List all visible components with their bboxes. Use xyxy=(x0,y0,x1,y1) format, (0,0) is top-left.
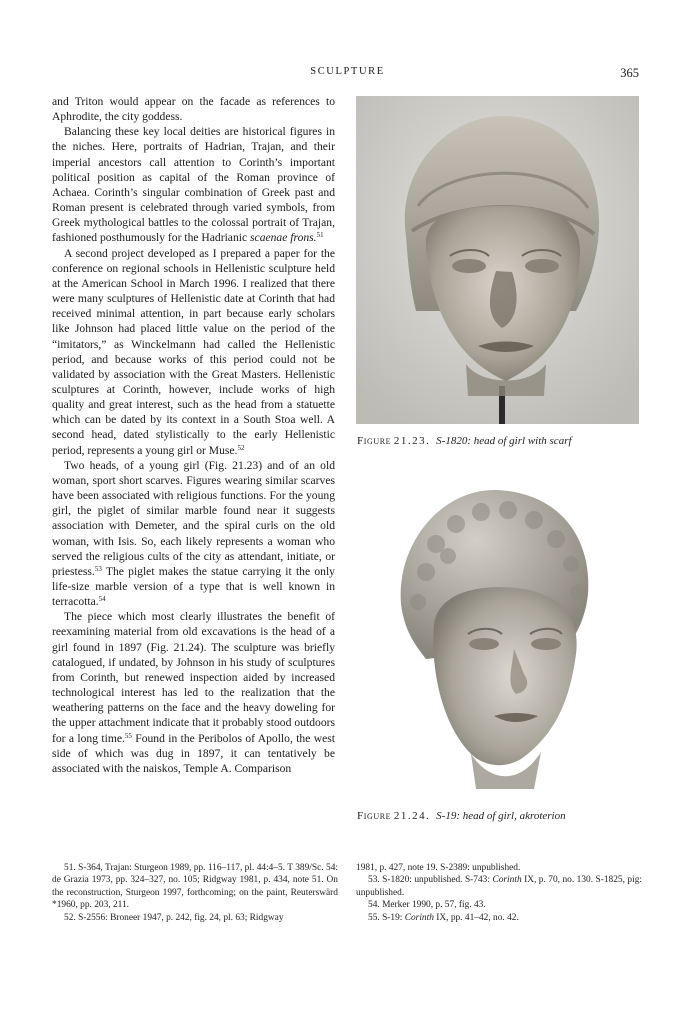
footnote: 52. S-2556: Broneer 1947, p. 242, fig. 24, pl. 63; Ridgway xyxy=(64,912,284,923)
figure-number: 21.24. xyxy=(393,810,431,822)
running-title: SCULPTURE xyxy=(310,66,385,77)
page-number: 365 xyxy=(620,66,639,80)
footnotes-left xyxy=(52,862,338,924)
footnote: 54. Merker 1990, p. 57, fig. 43. xyxy=(368,900,486,911)
footnotes-right xyxy=(356,862,642,924)
footnote: 51. S-364, Trajan: Sturgeon 1989, pp. 116–117, pl. 44:4–5. T 389/Sc. 54: de Grazia 1973, pp. 324–327, no. 105; Ridgway 1981, p. 434, note 51. On the reconstruction, Sturgeon 1997, forthcoming; on the paint, Reuterswärd *1960, pp. 203, 211. xyxy=(52,863,338,911)
footnote-ref[interactable]: 54 xyxy=(98,595,106,604)
figure-caption-text: S-1820: head of girl with scarf xyxy=(436,435,572,447)
footnote-ref[interactable]: 53 xyxy=(94,564,102,573)
figure-photo-head-with-scarf xyxy=(356,96,639,424)
footnote: 55. S-19: Corinth IX, pp. 41–42, no. 42. xyxy=(368,912,519,923)
footnote: 53. S-1820: unpublished. S-743: Corinth IX, p. 70, no. 130. S-1825, pig: unpublished. xyxy=(356,875,643,898)
paragraph: Two heads, of a young girl (Fig. 21.23) and of an old woman, sport short scarves. Figures wearing similar scarves have been associated with religious functions. For the young girl, the piglet of similar marble found near it suggests association with Demeter, and the spiral curls on the old woman, with Isis. So, each likely represents a woman who served the religious cults of the city as attendant, initiate, or priestess.$^{53}$ The piglet makes the statue carrying it the only life-size marble version of a type that is well known in terracotta.$^{54}$ xyxy=(52,458,335,609)
figure-caption xyxy=(357,810,566,822)
figure-number: 21.23. xyxy=(393,435,431,447)
figure-caption-text: S-19: head of girl, akroterion xyxy=(436,810,566,822)
paragraph: The piece which most clearly illustrates the benefit of reexamining material from old excavations is the head of a girl found in 1897 (Fig. 21.24). The sculpture was briefly catalogued, if undated, by Johnson in his study of sculptures from Corinth, but renewed inspection aided by increased technological interest has led to the realization that the weathering patterns on the face and the heavy doweling for the upper attachment indicate that it probably stood outdoors for a long time.$^{55}$ Found in the Peribolos of Apollo, the west side of which was dug in 1897, it can tentatively be associated with the naiskos, Temple A. Comparison xyxy=(52,610,335,775)
paragraph: Balancing these key local deities are historical figures in the niches. Here, portraits of Hadrian, Trajan, and their imperial ancestors call attention to Corinth’s important political position as capital of the Roman province of Achaea. Corinth’s singular combination of Greek past and Roman present is celebrated through varied symbols, from Greek mythological battles to the colossal portrait of Trajan, fashioned posthumously for the Hadrianic scaenae frons.$^{51}$ xyxy=(52,125,335,245)
sculpture-head-akroterion-image xyxy=(356,484,639,804)
italic-term: scaenae frons. xyxy=(250,231,317,245)
figure-label: Figure xyxy=(357,435,392,447)
footnote-ref[interactable]: 52 xyxy=(237,443,245,452)
figure-label: Figure xyxy=(357,810,392,822)
running-head xyxy=(0,66,695,80)
sculpture-head-scarf-image xyxy=(356,96,639,424)
figure-caption xyxy=(357,435,572,447)
figure-photo-head-akroterion xyxy=(356,484,639,804)
footnote-ref[interactable]: 55 xyxy=(124,731,132,740)
body-text-column xyxy=(52,94,335,776)
paragraph: and Triton would appear on the facade as references to Aphrodite, the city goddess. xyxy=(52,95,335,124)
footnote-ref[interactable]: 51 xyxy=(316,231,324,240)
footnote-continued: 1981, p. 427, note 19. S-2389: unpublished. xyxy=(356,863,521,873)
paragraph: A second project developed as I prepared a paper for the conference on regional schools in Hellenistic sculpture held at the American School in March 1996. I realized that there were many sculptures of Hellenistic date at Corinth that had received minimal attention, in part because early scholars like Johnson had placed little value on the period of the “imitators,” as Winckelmann had called the Hellenistic period, and because works of this period could not be validated by association with the Great Masters. Hellenistic sculptures at Corinth, however, include works of high quality and great interest, such as the head from a statuette which can be dated by its context in a South Stoa well. A second head, dated stylistically to the early Hellenistic period, represents a young girl or Muse.$^{52}$ xyxy=(52,246,335,457)
